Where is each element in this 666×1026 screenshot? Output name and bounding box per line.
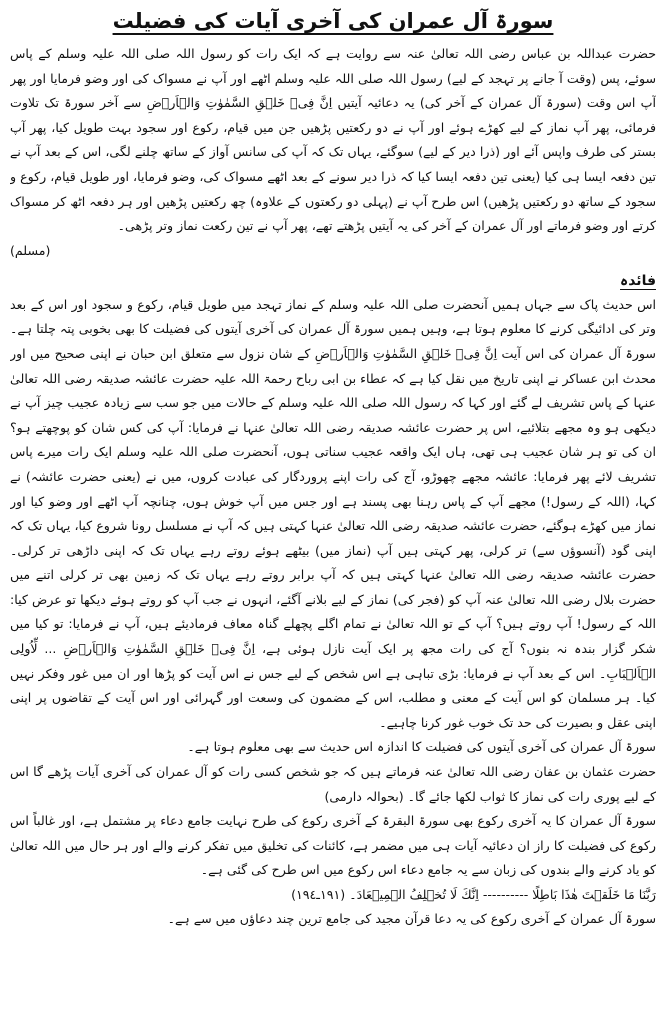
closing-line: سورۃ آل عمران کے آخری رکوع کی یہ دعا قرآن مجید کی جامع ترین چند دعاؤں میں سے ہے۔ [167,911,656,926]
hadith-paragraph: حضرت عبداللہ بن عباس رضی اللہ تعالیٰ عنہ سے روایت ہے کہ ایک رات کو رسول اللہ صلی اللہ علیہ وسلم کے پاس سوئے، پس (وقت آ جانے پر تہجد کے لیے) رسول اللہ صلی اللہ علیہ وسلم اٹھے اور آپ نے مسواک کی اور وضو فرمایا اور پھر آپ اس وقت (سورۃ آل عمران کے آخر کی) یہ دعائیہ آیتیں اِنَّ فِیۡ خَلۡقِ السَّمٰوٰتِ وَالۡاَرۡضِ سے آخر سورۃ تک تلاوت فرمائی، پھر آپ نماز کے لیے کھڑے ہوئے اور آپ نے دو رکعتیں پڑھیں جن میں قیام، رکوع اور سجود بہت طویل کیا، پھر آپ بستر کی طرف واپس آئے اور (ذرا دیر کے لیے) سوگئے، یہاں تک کہ آپ کی سانس آواز کے ساتھ چلنے لگی، اس کے بعد آپ نے تین دفعہ ایسا ہی کیا (یعنی تین دفعہ ایسا کیا کہ ذرا دیر سونے کے بعد اٹھے مسواک کی، وضو فرمایا، اور طویل قیام، رکوع و سجود کے ساتھ دو رکعتیں پڑھیں) اس طرح آپ نے (پہلی دو رکعتوں کے علاوہ) چھ رکعتیں پڑھیں اور ہر دفعہ اٹھ کر مسواک کرتے اور وضو فرماتے اور آل عمران کے آخر کی یہ آیتیں پڑھتے تھے، پھر آپ نے تین رکعت نماز وتر پڑھی۔ [10,46,656,234]
benefit-paragraph: سورۃ آل عمران کی آخری آیتوں کی فضیلت کا اندازہ اس حدیث سے بھی معلوم ہوتا ہے۔ [187,739,656,755]
benefit-paragraph: سورۃ آل عمران کا یہ آخری رکوع بھی سورۃ البقرۃ کے آخری رکوع کی طرح نہایت جامع دعاء پر مشتمل ہے، اور غالباً اس رکوع کی فضیلت کا راز ان دعائیہ آیات ہی میں مضمر ہے، کائنات کی تخلیق میں تفکر کرنے والے اور ہر حال میں اللہ تعالیٰ کو یاد کرنے والے بندوں کی زبان سے یہ جامع دعاء اس رکوع میں اس طرح کی گئی ہے۔ [10,813,656,878]
document-page [10,6,656,1018]
benefit-heading: فائدہ [620,272,656,289]
benefit-paragraph: اس حدیث پاک سے جہاں ہمیں آنحضرت صلی اللہ علیہ وسلم کے نماز تہجد میں طویل قیام، رکوع و سجود اور اس کے بعد وتر کی ادائیگی کرنے کا معلوم ہوتا ہے، وہیں ہمیں سورۃ آل عمران کی آخری آیتوں کی فضیلت کا بھی بخوبی پتہ چلتا ہے۔ سورۃ آل عمران کی اس آیت اِنَّ فِیۡ خَلۡقِ السَّمٰوٰتِ وَالۡاَرۡضِ کے شان نزول سے متعلق ابن حبان نے اپنی صحیح میں اور محدث ابن عساکر نے اپنی تاریخ میں نقل کیا ہے کہ عطاء بن ابی رباح رحمۃ اللہ علیہ حضرت عائشہ صدیقہ رضی اللہ تعالیٰ عنہا کے پاس تشریف لے گئے اور کہا کہ رسول اللہ صلی اللہ علیہ وسلم کے حالات میں جو سب سے زیادہ عجیب چیز آپ نے دیکھی ہو وہ مجھے بتلائیے، اس پر حضرت عائشہ صدیقہ رضی اللہ تعالیٰ عنہا نے فرمایا: آپ کی کس شان کو پوچھتے ہو؟ ان کی تو ہر شان عجیب ہی تھی، ہاں ایک واقعہ عجیب سناتی ہوں، آنحضرت صلی اللہ علیہ وسلم ایک رات میرے پاس تشریف لائے پھر فرمایا: عائشہ مجھے چھوڑو، آج کی رات اپنے پروردگار کی عبادت کروں، میں نے (یعنی حضرت عائشہ) نے کہا، (اللہ کے رسول!) مجھے آپ کے پاس رہنا بھی پسند ہے اور جس میں آپ خوش ہوں، چنانچہ آپ اٹھے اور وضو کیا اور نماز میں کھڑے ہوگئے، حضرت عائشہ صدیقہ رضی اللہ تعالیٰ عنہا کہتی ہیں کہ آپ نے مسلسل رونا شروع کیا، یہاں تک کہ اپنی گود (آنسوؤں سے) تر کرلی، پھر کہتی ہیں آپ (نماز میں) بیٹھے ہوئے روتے رہے یہاں تک کہ اپنی داڑھی تر کرلی۔ حضرت عائشہ صدیقہ رضی اللہ تعالیٰ عنہا کہتی ہیں کہ آپ برابر روتے رہے یہاں تک کہ زمین بھی تر کرلی اتنے میں حضرت بلال رضی اللہ تعالیٰ عنہ آپ کو (فجر کی) نماز کے لیے بلانے آگئے، انہوں نے جب آپ کو روتے ہوئے دیکھا تو عرض کیا: اللہ کے رسول! آپ روتے ہیں؟ آپ کے تو اللہ تعالیٰ نے تمام اگلے پچھلے گناہ معاف فرمادیئے ہیں، آپ نے فرمایا: تو کیا میں شکر گزار بندہ نہ بنوں؟ آج کی رات مجھ پر ایک آیت نازل ہوئی ہے، اِنَّ فِیۡ خَلۡقِ السَّمٰوٰتِ وَالۡاَرۡضِ ... لِّاُولِی الۡاَلۡبَابِ۔ اس کے بعد آپ نے فرمایا: بڑی تباہی ہے اس شخص کے لیے جس نے اس آیت کو پڑھا اور ان میں غور وفکر نہیں کیا۔ ہر مسلمان کو اس آیت کے معنی و مطلب، اس کے مضمون کی وسعت اور گہرائی اور اس آیت کے تقاضوں پر اپنی اپنی عقل و بصیرت کی حد تک خوب غور کرنا چاہیے۔ [10,296,656,730]
hadith-reference: (مسلم) [10,242,51,258]
verse-line: رَبَّنَا مَا خَلَقۡتَ هٰذَا بَاطِلًا ---------- اِنَّكَ لَا تُخۡلِفُ الۡمِيۡعَادَ۔ (١٩١ـ١٩٤) [291,887,656,902]
page-title: سورۃ آل عمران کی آخری آیات کی فضیلت [112,9,554,33]
benefit-paragraph: حضرت عثمان بن عفان رضی اللہ تعالیٰ عنہ فرماتے ہیں کہ جو شخص کسی رات کو آل عمران کی آخری آیات پڑھے گا اس کے لیے پوری رات کی نماز کا ثواب لکھا جائے گا۔ (بحوالہ دارمی) [10,764,656,804]
